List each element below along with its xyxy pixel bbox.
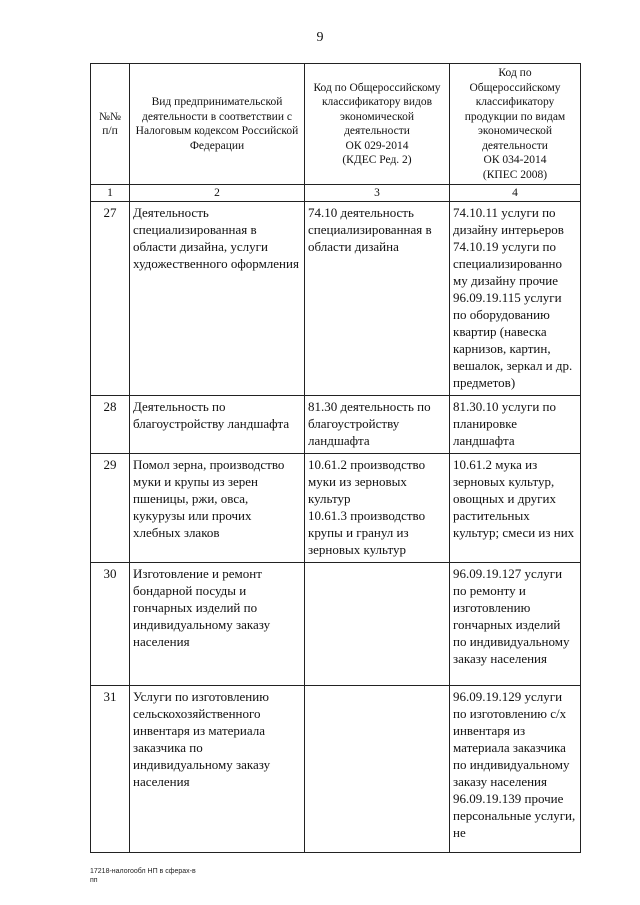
activity-codes-table [90,63,581,853]
row-number: 29 [91,454,130,563]
table-row [91,563,581,686]
row-number: 30 [91,563,130,686]
table-row [91,396,581,454]
row-activity: Деятельность специализированная в области дизайна, услуги художественного оформления [130,202,305,396]
row-okved [305,686,450,853]
row-activity: Изготовление и ремонт бондарной посуды и гончарных изделий по индивидуальному заказу населения [130,563,305,686]
header-okved: Код по Общероссийскому классификатору видов экономической деятельности ОК 029-2014 (КДЕС Ред. 2) [305,64,450,185]
row-okpd: 74.10.11 услуги по дизайну интерьеров 74.10.19 услуги по специализированно му дизайну прочие 96.09.19.115 услуги по оборудованию квартир (навеска карнизов, картин, вешалок, зеркал и др. предметов) [450,202,581,396]
row-okved: 10.61.2 производство муки из зерновых культур 10.61.3 производство крупы и гранул из зерновых культур [305,454,450,563]
row-number: 31 [91,686,130,853]
row-number: 28 [91,396,130,454]
table-row [91,202,581,396]
row-okpd: 10.61.2 мука из зерновых культур, овощных и других растительных культур; смеси из них [450,454,581,563]
column-index: 2 [130,185,305,202]
column-index-row [91,185,581,202]
header-okpd: Код по Общероссийскому классификатору продукции по видам экономической деятельности ОК 034-2014 (КПЕС 2008) [450,64,581,185]
table-row [91,454,581,563]
column-index: 4 [450,185,581,202]
table-row [91,686,581,853]
row-okved: 81.30 деятельность по благоустройству ландшафта [305,396,450,454]
row-okved [305,563,450,686]
header-number: №№ п/п [91,64,130,185]
row-okved: 74.10 деятельность специализированная в области дизайна [305,202,450,396]
footer-suffix: пп [90,877,98,884]
row-okpd: 81.30.10 услуги по планировке ландшафта [450,396,581,454]
document-footer [90,867,196,885]
row-okpd: 96.09.19.127 услуги по ремонту и изготовлению гончарных изделий по индивидуальному заказу населения [450,563,581,686]
row-activity: Услуги по изготовлению сельскохозяйственного инвентаря из материала заказчика по индивидуальному заказу населения [130,686,305,853]
table-header-row [91,64,581,185]
column-index: 3 [305,185,450,202]
footer-file-name: 17218-налогообл НП в сферах-в [90,868,196,875]
header-activity: Вид предпринимательской деятельности в соответствии с Налоговым кодексом Российской Федерации [130,64,305,185]
row-activity: Помол зерна, производство муки и крупы из зерен пшеницы, ржи, овса, кукурузы или прочих хлебных злаков [130,454,305,563]
page-number: 9 [316,30,324,45]
column-index: 1 [91,185,130,202]
row-activity: Деятельность по благоустройству ландшафта [130,396,305,454]
row-okpd: 96.09.19.129 услуги по изготовлению с/х инвентаря из материала заказчика по индивидуальному заказу населения 96.09.19.139 прочие персональные услуги, не [450,686,581,853]
row-number: 27 [91,202,130,396]
